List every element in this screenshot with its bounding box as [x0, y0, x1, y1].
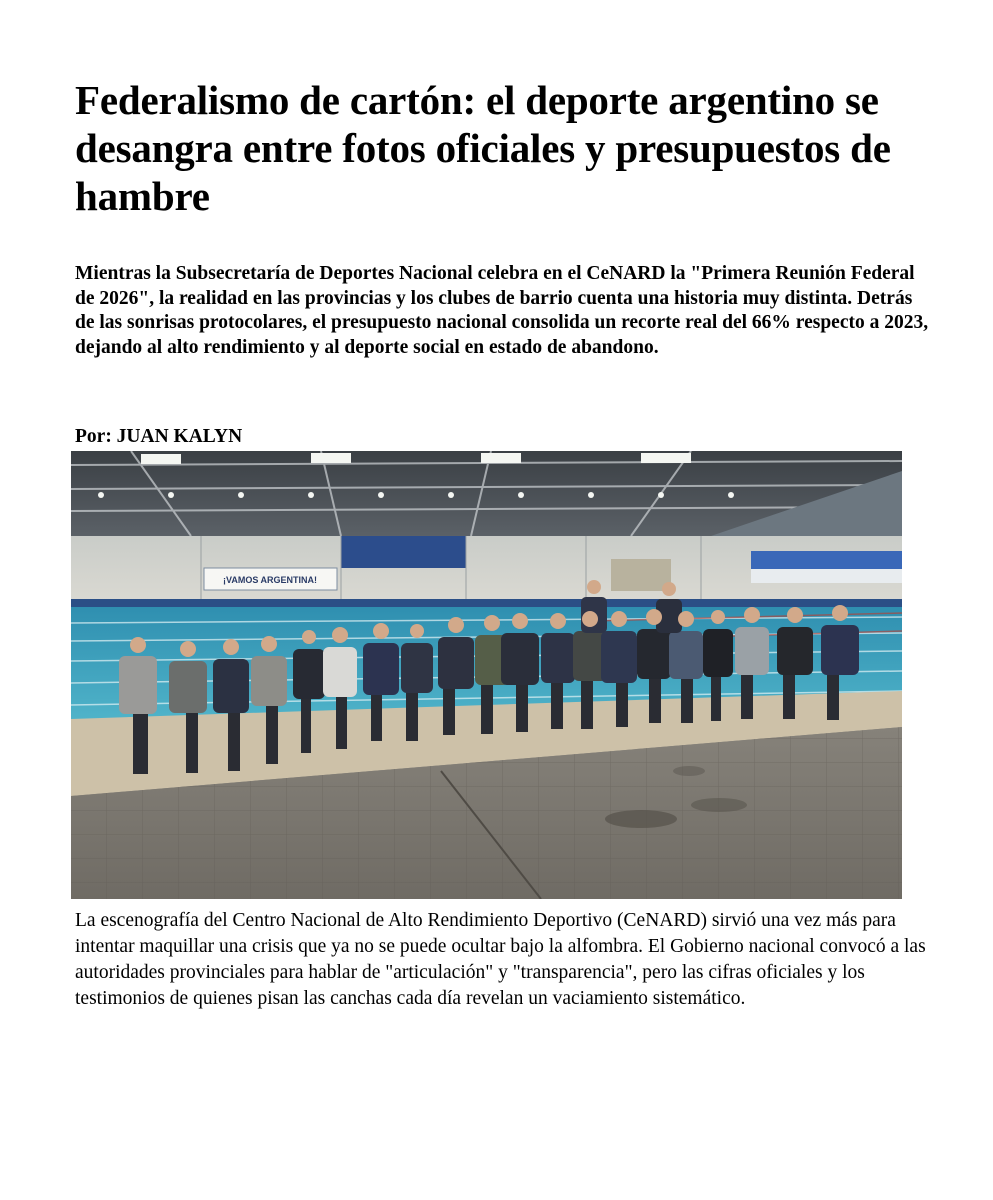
article-headline: Federalismo de cartón: el deporte argentino se desangra entre fotos oficiales y presupuestos de hambre: [75, 77, 891, 219]
photo-banner-text: ¡VAMOS ARGENTINA!: [223, 575, 317, 585]
article-byline: Por: JUAN KALYN: [75, 426, 243, 447]
article-photo: [71, 451, 902, 899]
article-lede: Mientras la Subsecretaría de Deportes Nacional celebra en el CeNARD la "Primera Reunión Federal de 2026", la realidad en las provincias y los clubes de barrio cuenta una historia muy distinta. Detrás de las sonrisas protocolares, el presupuesto nacional consolida un recorte real del 66% respecto a 2023, dejando al alto rendimiento y al deporte social en estado de abandono.: [75, 263, 929, 358]
article-body-paragraph: La escenografía del Centro Nacional de Alto Rendimiento Deportivo (CeNARD) sirvió una vez más para intentar maquillar una crisis que ya no se puede ocultar bajo la alfombra. El Gobierno nacional convocó a las autoridades provinciales para hablar de "articulación" y "transparencia", pero las cifras oficiales y los testimonios de quienes pisan las canchas cada día revelan un vaciamiento sistemático.: [75, 910, 926, 1009]
